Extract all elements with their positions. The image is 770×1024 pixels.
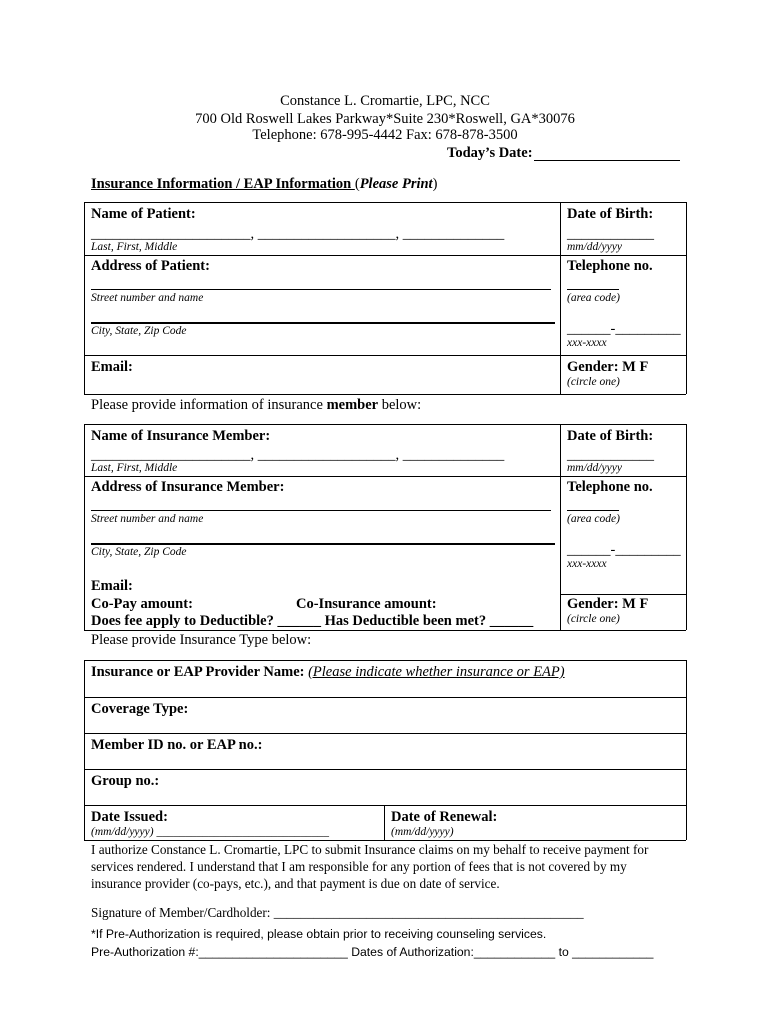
date-renewal-field[interactable]: (mm/dd/yyyy) — [391, 826, 454, 838]
member-gender-label[interactable]: Gender: M F — [567, 596, 649, 612]
patient-phone-field[interactable]: ______-_________ — [567, 321, 681, 337]
insurance-type-intro: Please provide Insurance Type below: — [91, 632, 312, 648]
patient-email-label: Email: — [91, 359, 133, 375]
preauth-fields[interactable]: Pre-Authorization #:______________________ Dates of Authorization:____________ to ____________ — [91, 945, 654, 959]
member-dob-label: Date of Birth: — [567, 428, 654, 444]
member-dob-field[interactable]: ____________ — [567, 447, 654, 463]
date-renewal-label: Date of Renewal: — [391, 809, 498, 825]
practice-phone: Telephone: 678-995-4442 Fax: 678-878-3500 — [252, 127, 518, 143]
date-issued-field[interactable]: (mm/dd/yyyy) ______________________________ — [91, 826, 329, 838]
patient-street-field[interactable] — [91, 289, 551, 290]
member-gender-hint: (circle one) — [567, 613, 620, 625]
member-phone-hint: xxx-xxxx — [567, 558, 607, 570]
patient-area-code-field[interactable] — [567, 289, 619, 290]
section-title: Insurance Information / EAP Information (Please Print) — [91, 176, 438, 192]
practice-address: 700 Old Roswell Lakes Parkway*Suite 230*Roswell, GA*30076 — [195, 111, 575, 127]
signature-field[interactable]: Signature of Member/Cardholder: _______________________________________________ — [91, 905, 584, 920]
coverage-type-label[interactable]: Coverage Type: — [91, 701, 189, 717]
member-city-field[interactable] — [91, 543, 555, 545]
date-issued-label: Date Issued: — [91, 809, 168, 825]
provider-name-hint: (Please indicate whether insurance or EAP) — [308, 664, 565, 680]
todays-date-field[interactable] — [534, 160, 680, 161]
authorization-statement: I authorize Constance L. Cromartie, LPC to submit Insurance claims on my behalf to receive payment for services rendered. I understand that I am responsible for any portion of fees that is not covered by my insurance provider (co-pays, etc.), and that payment is due on date of service. — [91, 842, 649, 891]
member-area-code-field[interactable] — [567, 510, 619, 511]
patient-address-label: Address of Patient: — [91, 258, 210, 274]
patient-phone-label: Telephone no. — [567, 258, 653, 274]
patient-area-code-hint: (area code) — [567, 292, 620, 304]
member-dob-hint: mm/dd/yyyy — [567, 462, 622, 474]
member-phone-label: Telephone no. — [567, 479, 653, 495]
patient-dob-hint: mm/dd/yyyy — [567, 241, 622, 253]
member-area-code-hint: (area code) — [567, 513, 620, 525]
provider-name-row[interactable] — [91, 664, 565, 681]
deductible-questions: Does fee apply to Deductible? ______ Has Deductible been met? ______ — [91, 613, 534, 629]
member-address-label: Address of Insurance Member: — [91, 479, 285, 495]
patient-dob-label: Date of Birth: — [567, 206, 654, 222]
preauth-note: *If Pre-Authorization is required, please obtain prior to receiving counseling services. — [91, 927, 547, 941]
member-street-hint: Street number and name — [91, 513, 204, 525]
member-id-label[interactable]: Member ID no. or EAP no.: — [91, 737, 263, 753]
patient-street-hint: Street number and name — [91, 292, 204, 304]
section-title-main: Insurance Information / EAP Information — [91, 176, 355, 192]
patient-phone-hint: xxx-xxxx — [567, 337, 607, 349]
practitioner-name: Constance L. Cromartie, LPC, NCC — [280, 93, 490, 109]
patient-city-hint: City, State, Zip Code — [91, 325, 187, 337]
patient-city-field[interactable] — [91, 322, 555, 324]
patient-gender-hint: (circle one) — [567, 376, 620, 388]
copay-label: Co-Pay amount: — [91, 596, 193, 612]
patient-gender-label[interactable]: Gender: M F — [567, 359, 649, 375]
provider-name-label: Insurance or EAP Provider Name: — [91, 664, 309, 680]
member-email-label: Email: — [91, 578, 133, 594]
member-phone-field[interactable]: ______-_________ — [567, 542, 681, 558]
member-name-label: Name of Insurance Member: — [91, 428, 271, 444]
patient-name-label: Name of Patient: — [91, 206, 196, 222]
todays-date-label: Today’s Date: — [447, 145, 533, 161]
member-name-hint: Last, First, Middle — [91, 462, 178, 474]
patient-name-field[interactable]: ______________________, ___________________, ______________ — [91, 226, 505, 242]
member-city-hint: City, State, Zip Code — [91, 546, 187, 558]
member-street-field[interactable] — [91, 510, 551, 511]
please-print-note: Please Print — [359, 176, 433, 192]
patient-dob-field[interactable]: ____________ — [567, 226, 654, 242]
member-intro: Please provide information of insurance member below: — [91, 397, 422, 413]
member-name-field[interactable]: ______________________, ___________________, ______________ — [91, 447, 505, 463]
patient-name-hint: Last, First, Middle — [91, 241, 178, 253]
group-no-label[interactable]: Group no.: — [91, 773, 160, 789]
coinsurance-label: Co-Insurance amount: — [296, 596, 437, 612]
